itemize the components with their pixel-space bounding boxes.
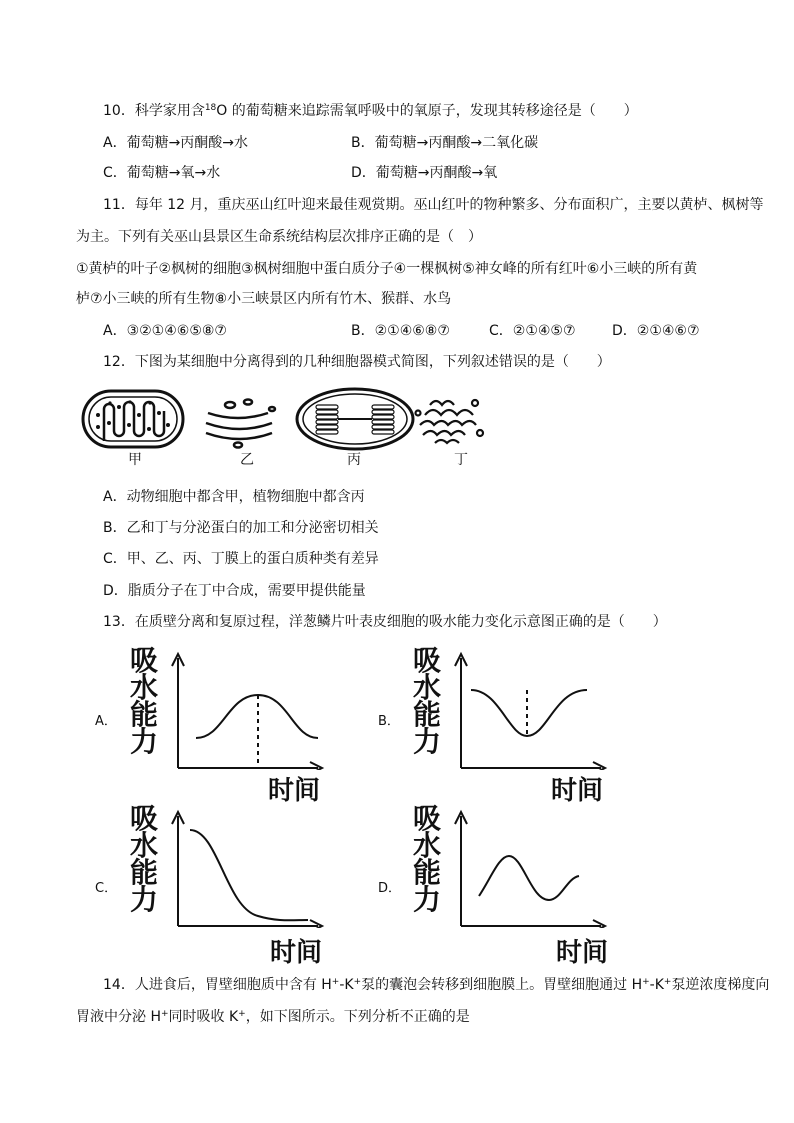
graph-c-ylabel: 吸 水 能 力	[130, 802, 159, 916]
q11-option-b: B．②①④⑥⑧⑦	[351, 323, 450, 339]
q14-stem-line1: 14．人进食后，胃壁细胞质中含有 H+-K+泵的囊泡会转移到细胞膜上。胃壁细胞通过 H+-K+泵逆浓度梯度向	[103, 977, 770, 993]
q10-option-d: D．葡萄糖→丙酮酸→氧	[351, 165, 498, 181]
graph-d-xlabel: 时间	[556, 938, 609, 968]
graph-a-xlabel: 时间	[268, 776, 321, 806]
label-bing: 丙	[347, 452, 361, 468]
q11-items-line2: 栌⑦小三峡的所有生物⑧小三峡景区内所有竹木、猴群、水鸟	[76, 291, 452, 307]
q12-option-c: C．甲、乙、丙、丁膜上的蛋白质种类有差异	[103, 551, 379, 567]
graph-a-label: A．	[95, 714, 117, 729]
graph-b-ylabel: 吸 水 能 力	[413, 644, 442, 758]
q10-option-c: C．葡萄糖→氧→水	[103, 165, 221, 181]
q12-stem: 12．下图为某细胞中分离得到的几种细胞器模式简图，下列叙述错误的是（ ）	[103, 354, 611, 370]
chloroplast-image	[297, 389, 413, 449]
graph-b-xlabel: 时间	[551, 776, 604, 806]
q11-option-c: C．②①④⑤⑦	[489, 323, 576, 339]
graph-b-label: B．	[378, 714, 400, 729]
label-yi: 乙	[240, 452, 254, 468]
q11-stem-line1: 11．每年 12 月，重庆巫山红叶迎来最佳观赏期。巫山红叶的物种繁多、分布面积广，主要以黄栌、枫树等	[103, 197, 764, 213]
q14-stem-line2: 胃液中分泌 H+同时吸收 K+，如下图所示。下列分析不正确的是	[76, 1009, 470, 1025]
graph-a	[168, 650, 328, 770]
graph-d-ylabel: 吸 水 能 力	[413, 802, 442, 916]
organelle-figure	[80, 385, 500, 470]
q10-option-b: B．葡萄糖→丙酮酸→二氧化碳	[351, 135, 539, 151]
graph-d-label: D．	[378, 881, 402, 896]
q11-items-line1: ①黄栌的叶子②枫树的细胞③枫树细胞中蛋白质分子④一棵枫树⑤神女峰的所有红叶⑥小三峡的所有黄	[76, 261, 698, 277]
golgi-image	[206, 400, 275, 448]
graph-a-ylabel: 吸 水 能 力	[130, 644, 159, 758]
q10-stem: 10．科学家用含$^{18}$O 的葡萄糖来追踪需氧呼吸中的氧原子，发现其转移途径是（ ）	[103, 103, 638, 119]
q11-option-a: A．③②①④⑥⑤⑧⑦	[103, 323, 227, 339]
graph-d	[451, 808, 611, 928]
endoplasmic-reticulum-image	[416, 400, 484, 443]
q11-option-d: D．②①④⑥⑦	[612, 323, 700, 339]
graph-c-label: C．	[95, 881, 118, 896]
q12-option-b: B．乙和丁与分泌蛋白的加工和分泌密切相关	[103, 520, 379, 536]
q13-stem: 13．在质壁分离和复原过程，洋葱鳞片叶表皮细胞的吸水能力变化示意图正确的是（ ）	[103, 614, 667, 630]
q10-option-a: A．葡萄糖→丙酮酸→水	[103, 135, 249, 151]
label-jia: 甲	[128, 452, 142, 468]
q12-option-a: A．动物细胞中都含甲，植物细胞中都含丙	[103, 489, 365, 505]
q11-stem-line2: 为主。下列有关巫山县景区生命系统结构层次排序正确的是（ ）	[76, 229, 482, 245]
graph-c	[168, 808, 328, 928]
graph-b	[451, 650, 611, 770]
graph-c-xlabel: 时间	[270, 938, 323, 968]
q12-option-d: D．脂质分子在丁中合成，需要甲提供能量	[103, 583, 366, 599]
label-ding: 丁	[454, 452, 468, 468]
mitochondrion-image	[83, 391, 183, 447]
